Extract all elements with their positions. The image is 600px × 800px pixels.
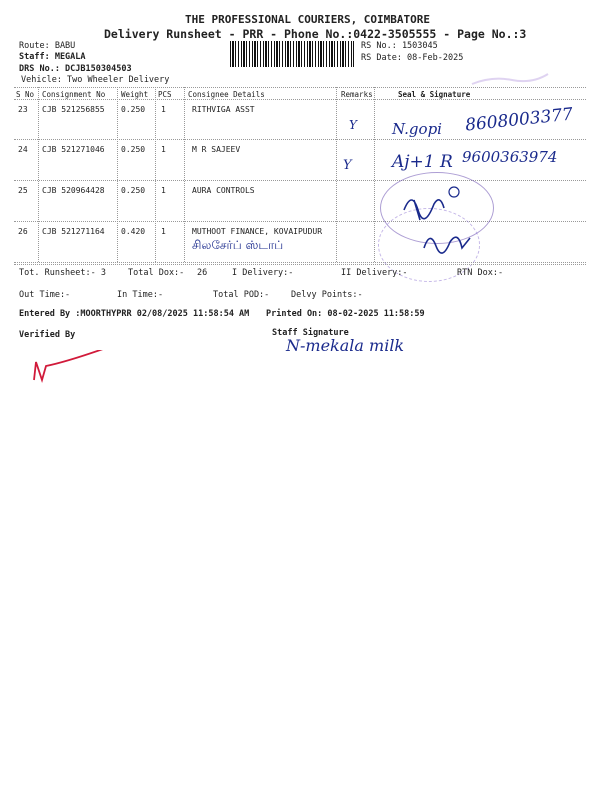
ii-delivery: II Delivery:- bbox=[341, 268, 408, 278]
row-consignment-no: CJB 521256855 bbox=[42, 105, 105, 114]
faint-stamp-icon bbox=[470, 70, 550, 92]
i-delivery: I Delivery:- bbox=[232, 268, 294, 278]
staff-signature-label: Staff Signature bbox=[272, 328, 349, 338]
row-sno: 24 bbox=[18, 145, 28, 154]
row-pcs: 1 bbox=[161, 186, 166, 195]
row-pcs: 1 bbox=[161, 145, 166, 154]
entered-by: Entered By :MOORTHYPRR 02/08/2025 11:58:54 AM bbox=[19, 309, 250, 319]
row-consignee: RITHVIGA ASST bbox=[192, 105, 255, 114]
out-time: Out Time:- bbox=[19, 290, 71, 300]
row-weight: 0.250 bbox=[121, 105, 146, 114]
vehicle-label: Vehicle: Two Wheeler Delivery bbox=[21, 75, 170, 85]
row-consignee: MUTHOOT FINANCE, KOVAIPUDUR bbox=[192, 227, 323, 236]
row-sno: 23 bbox=[18, 105, 28, 114]
barcode bbox=[230, 41, 354, 67]
header-consignee-details: Consignee Details bbox=[188, 90, 265, 99]
company-title: THE PROFESSIONAL COURIERS, COIMBATORE bbox=[185, 13, 431, 26]
row-consignee: AURA CONTROLS bbox=[192, 186, 255, 195]
printed-on: Printed On: 08-02-2025 11:58:59 bbox=[266, 309, 425, 319]
total-pod: Total POD:- bbox=[213, 290, 270, 300]
verified-by: Verified By bbox=[19, 330, 76, 340]
drs-number: DRS No.: DCJB150304503 bbox=[19, 64, 132, 74]
row-signature: N.gopi bbox=[392, 120, 442, 138]
row-sno: 25 bbox=[18, 186, 28, 195]
row-signature: Aj+1 R bbox=[392, 152, 453, 172]
staff-label: Staff: MEGALA bbox=[19, 52, 86, 62]
rtn-dox: RTN Dox:- bbox=[457, 268, 504, 278]
total-dox-value: 26 bbox=[197, 268, 208, 278]
total-dox-label: Total Dox:- bbox=[128, 268, 185, 278]
row-pcs: 1 bbox=[161, 105, 166, 114]
row-sno: 26 bbox=[18, 227, 28, 236]
row-consignment-no: CJB 520964428 bbox=[42, 186, 105, 195]
tot-runsheet: Tot. Runsheet:- 3 bbox=[19, 268, 106, 278]
row-remark-mark: Y bbox=[349, 118, 357, 132]
header-remarks: Remarks bbox=[341, 90, 373, 99]
row-consignee: M R SAJEEV bbox=[192, 145, 241, 154]
row-handwritten-note: சிலசேர்ப் ஸ்டாப் bbox=[192, 238, 284, 252]
row-consignment-no: CJB 521271046 bbox=[42, 145, 105, 154]
row-weight: 0.250 bbox=[121, 145, 146, 154]
header-seal-signature: Seal & Signature bbox=[398, 90, 471, 99]
row-pcs: 1 bbox=[161, 227, 166, 236]
staff-signature-hand: N-mekala milk bbox=[286, 336, 405, 355]
row-remark-mark: Y bbox=[343, 158, 352, 173]
header-sno: S No bbox=[16, 90, 35, 99]
runsheet-subtitle: Delivery Runsheet - PRR - Phone No.:0422-3505555 - Page No.:3 bbox=[104, 27, 527, 41]
rs-number: RS No.: 1503045 bbox=[361, 41, 438, 51]
rs-date: RS Date: 08-Feb-2025 bbox=[361, 53, 464, 63]
header-pcs: PCS bbox=[158, 90, 172, 99]
row-weight: 0.250 bbox=[121, 186, 146, 195]
delvy-points: Delvy Points:- bbox=[291, 290, 363, 300]
row-consignment-no: CJB 521271164 bbox=[42, 227, 105, 236]
header-weight: Weight bbox=[121, 90, 149, 99]
verification-mark-icon bbox=[28, 350, 118, 390]
row-phone: 9600363974 bbox=[462, 148, 558, 166]
header-consignment-no: Consignment No bbox=[42, 90, 106, 99]
row-weight: 0.420 bbox=[121, 227, 146, 236]
route-label: Route: BABU bbox=[19, 41, 76, 51]
row-phone: 8608003377 bbox=[464, 104, 574, 136]
in-time: In Time:- bbox=[117, 290, 164, 300]
